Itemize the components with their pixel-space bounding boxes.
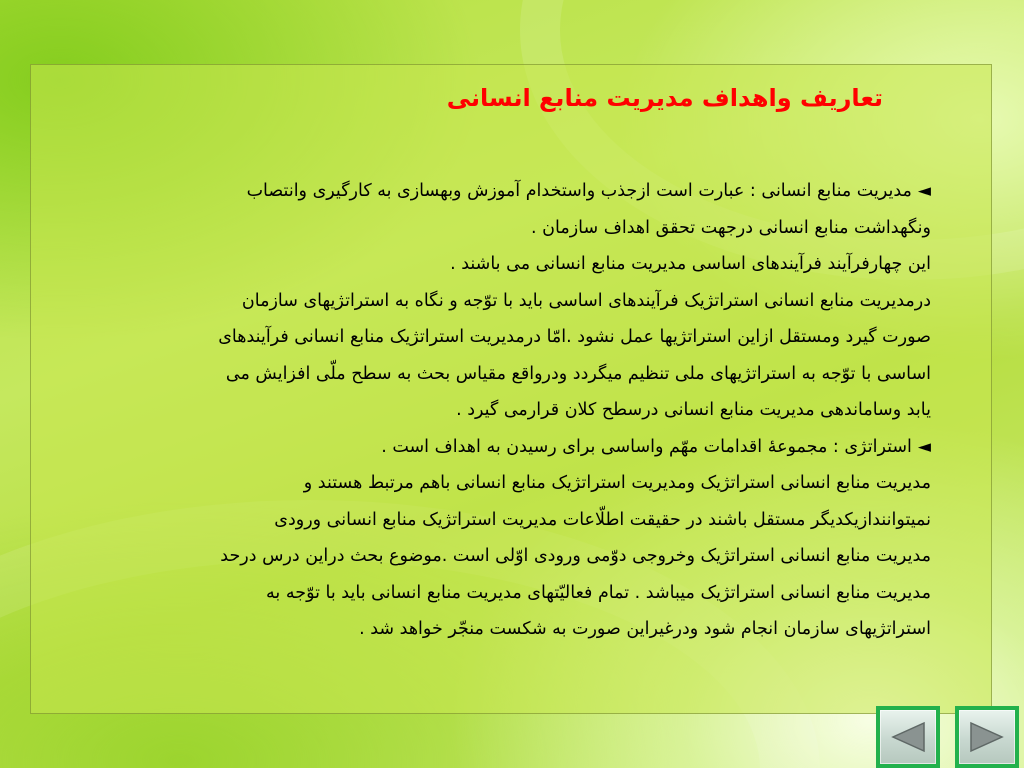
bullet-icon: ◄	[917, 181, 931, 201]
next-slide-button[interactable]	[955, 706, 1019, 768]
triangle-right-icon	[969, 721, 1005, 753]
previous-slide-button[interactable]	[876, 706, 940, 768]
text-line	[87, 429, 931, 466]
text-line: مدیریت منابع انسانی استراتژیک وخروجی دوّمی ورودی اوّلی است .موضوع بحث دراین درس درحد	[220, 546, 931, 566]
text-line: نمیتوانندازیکدیگر مستقل باشند در حقیقت اطلّاعات مدیریت استراتژیک منابع انسانی ورودی	[274, 509, 931, 530]
text-line: استراتژیهای سازمان انجام شود ودرغیراین صورت به شکست منجّر خواهد شد .	[359, 619, 931, 639]
slide-title: تعاریف واهداف مدیریت منابع انسانی	[446, 84, 883, 112]
text-line: درمدیریت منابع انسانی استراتژیک فرآیندهای اساسی باید با توّجه و نگاه به استراتژیهای سازمان	[241, 290, 931, 311]
text-line	[87, 173, 931, 210]
text-line: مدیریت منابع انسانی استراتژیک ومدیریت استراتژیک منابع انسانی باهم مرتبط هستند و	[303, 473, 931, 493]
bullet-icon: ◄	[917, 436, 931, 457]
triangle-left-icon	[890, 721, 926, 753]
text-line: ونگهداشت منابع انسانی درجهت تحقق اهداف سازمان .	[531, 217, 931, 238]
text-line-content: مدیریت منابع انسانی : عبارت است ازجذب واستخدام آموزش وبهسازی به کارگیری وانتصاب	[246, 181, 912, 201]
text-line: این چهارفرآیند فرآیندهای اساسی مدیریت منابع انسانی می باشند .	[450, 254, 931, 274]
text-line-content: استراتژی : مجموعۀ اقدامات مهّم واساسی برای رسیدن به اهداف است .	[381, 436, 912, 457]
text-line: مدیریت منابع انسانی استراتژیک میباشد . تمام فعالیّتهای مدیریت منابع انسانی باید با توّجه به	[266, 582, 931, 603]
text-line: صورت گیرد ومستقل ازاین استراتژیها عمل نشود .امّا درمدیریت استراتژیک منابع انسانی فرآیندهای	[218, 327, 931, 347]
text-line: اساسی با توّجه به استراتژیهای ملی تنظیم میگردد ودرواقع مقیاس بحث به سطح ملّی افزایش می	[225, 363, 931, 384]
slide-body	[87, 173, 931, 648]
text-line: یابد وساماندهی مدیریت منابع انسانی درسطح کلان قرارمی گیرد .	[456, 400, 931, 420]
content-panel	[30, 64, 992, 714]
